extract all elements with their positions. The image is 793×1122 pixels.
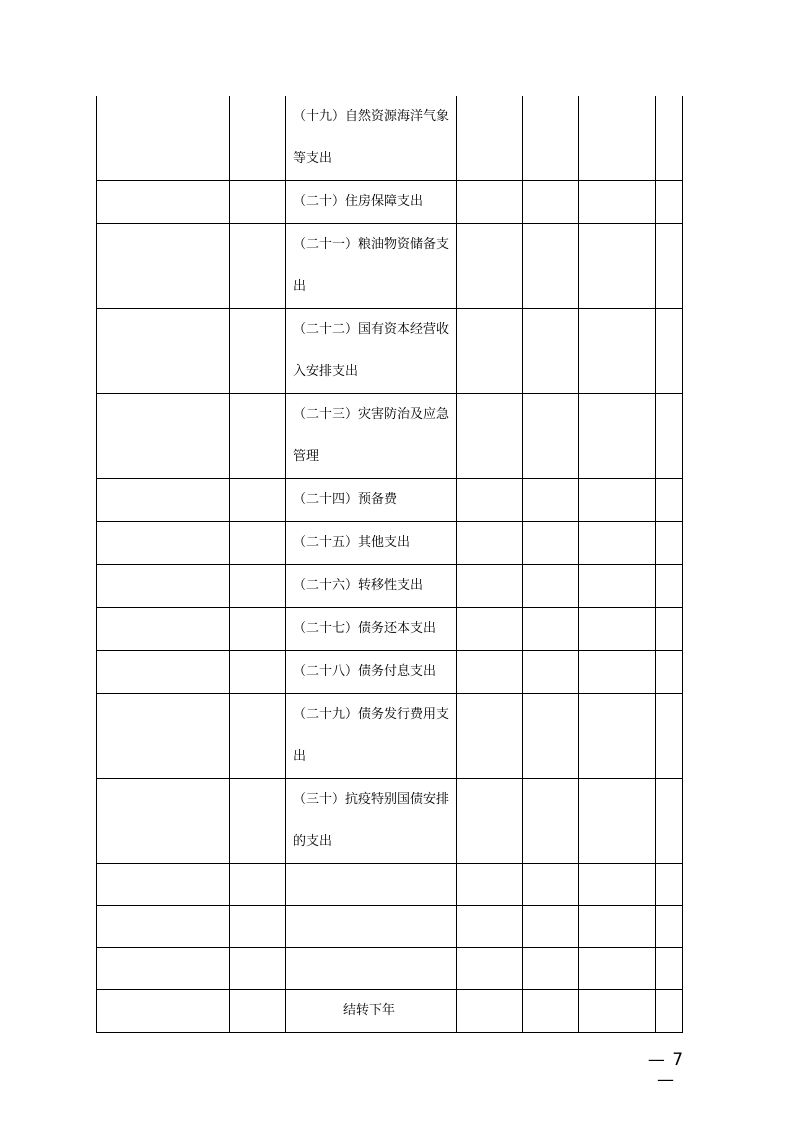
empty-cell (523, 181, 579, 224)
item-name-line: （二十七）债务还本支出 (293, 621, 437, 636)
item-name-cell (286, 990, 457, 1033)
empty-cell (230, 990, 286, 1033)
item-name-cell (286, 96, 457, 181)
item-name-cell (286, 181, 457, 224)
table-row (97, 608, 683, 651)
empty-cell (579, 96, 656, 181)
empty-cell (523, 694, 579, 779)
empty-cell (97, 990, 230, 1033)
empty-cell (230, 694, 286, 779)
empty-cell (230, 394, 286, 479)
item-name-cell (286, 906, 457, 948)
empty-cell (97, 181, 230, 224)
empty-cell (656, 990, 683, 1033)
empty-cell (97, 948, 230, 990)
empty-cell (457, 522, 523, 565)
item-name-line: 入安排支出 (293, 364, 359, 379)
item-name-line: 的支出 (293, 834, 333, 849)
empty-cell (230, 479, 286, 522)
empty-cell (656, 479, 683, 522)
empty-cell (457, 906, 523, 948)
item-name-line: （二十二）国有资本经营收 (293, 322, 450, 337)
item-name-cell (286, 779, 457, 864)
empty-cell (97, 694, 230, 779)
item-name-line: 出 (293, 279, 307, 294)
item-name-cell (286, 479, 457, 522)
empty-cell (579, 522, 656, 565)
item-name-line: （二十三）灾害防治及应急 (293, 407, 450, 422)
empty-cell (457, 394, 523, 479)
item-name-line: （二十一）粮油物资储备支 (293, 237, 450, 252)
empty-cell (97, 906, 230, 948)
empty-cell (579, 906, 656, 948)
empty-cell (230, 779, 286, 864)
empty-cell (579, 565, 656, 608)
item-name-line: （十九）自然资源海洋气象 (293, 109, 450, 124)
empty-cell (230, 864, 286, 906)
page-number: — 7 — (647, 1050, 685, 1090)
empty-cell (97, 479, 230, 522)
item-name-cell (286, 224, 457, 309)
empty-cell (656, 565, 683, 608)
table-row (97, 864, 683, 906)
empty-cell (457, 309, 523, 394)
empty-cell (230, 565, 286, 608)
empty-cell (523, 779, 579, 864)
item-name-line: 管理 (293, 449, 320, 464)
empty-cell (457, 651, 523, 694)
empty-cell (230, 309, 286, 394)
item-name-cell (286, 309, 457, 394)
empty-cell (656, 779, 683, 864)
empty-cell (656, 694, 683, 779)
empty-cell (656, 181, 683, 224)
budget-table (96, 96, 683, 1033)
empty-cell (230, 948, 286, 990)
item-name-line: （二十八）债务付息支出 (293, 664, 437, 679)
empty-cell (230, 906, 286, 948)
table-row (97, 651, 683, 694)
empty-cell (579, 990, 656, 1033)
empty-cell (97, 309, 230, 394)
table-row (97, 990, 683, 1033)
empty-cell (656, 608, 683, 651)
empty-cell (523, 565, 579, 608)
empty-cell (97, 224, 230, 309)
empty-cell (579, 694, 656, 779)
empty-cell (523, 479, 579, 522)
table-row (97, 948, 683, 990)
table-row (97, 906, 683, 948)
item-name-cell (286, 608, 457, 651)
empty-cell (579, 479, 656, 522)
empty-cell (230, 224, 286, 309)
empty-cell (523, 309, 579, 394)
empty-cell (230, 522, 286, 565)
empty-cell (457, 779, 523, 864)
empty-cell (656, 864, 683, 906)
empty-cell (457, 96, 523, 181)
item-name-line: 等支出 (293, 151, 333, 166)
empty-cell (579, 608, 656, 651)
item-name-cell (286, 522, 457, 565)
empty-cell (230, 651, 286, 694)
empty-cell (656, 906, 683, 948)
item-name-line: （二十）住房保障支出 (293, 194, 424, 209)
item-name-line: （二十五）其他支出 (293, 535, 411, 550)
item-name-line: 结转下年 (342, 1003, 395, 1018)
item-name-cell (286, 394, 457, 479)
item-name-cell (286, 864, 457, 906)
empty-cell (457, 479, 523, 522)
budget-table-body (97, 96, 683, 1033)
empty-cell (457, 181, 523, 224)
empty-cell (656, 96, 683, 181)
empty-cell (97, 522, 230, 565)
empty-cell (523, 608, 579, 651)
empty-cell (656, 651, 683, 694)
empty-cell (97, 779, 230, 864)
empty-cell (579, 309, 656, 394)
empty-cell (523, 651, 579, 694)
table-row (97, 522, 683, 565)
empty-cell (579, 181, 656, 224)
empty-cell (457, 608, 523, 651)
empty-cell (457, 864, 523, 906)
empty-cell (656, 309, 683, 394)
item-name-line: （二十六）转移性支出 (293, 578, 424, 593)
table-row (97, 181, 683, 224)
empty-cell (579, 948, 656, 990)
empty-cell (523, 224, 579, 309)
table-row (97, 224, 683, 309)
empty-cell (523, 522, 579, 565)
empty-cell (656, 224, 683, 309)
empty-cell (457, 565, 523, 608)
table-row (97, 309, 683, 394)
table-row (97, 779, 683, 864)
empty-cell (523, 96, 579, 181)
item-name-line: （二十四）预备费 (293, 492, 398, 507)
empty-cell (579, 224, 656, 309)
empty-cell (230, 96, 286, 181)
empty-cell (97, 608, 230, 651)
empty-cell (523, 906, 579, 948)
empty-cell (523, 948, 579, 990)
item-name-cell (286, 948, 457, 990)
item-name-cell (286, 651, 457, 694)
empty-cell (579, 779, 656, 864)
empty-cell (579, 651, 656, 694)
empty-cell (457, 694, 523, 779)
item-name-line: （三十）抗疫特别国债安排 (293, 792, 450, 807)
item-name-cell (286, 694, 457, 779)
empty-cell (523, 864, 579, 906)
empty-cell (457, 224, 523, 309)
table-row (97, 694, 683, 779)
empty-cell (656, 948, 683, 990)
empty-cell (97, 651, 230, 694)
empty-cell (656, 394, 683, 479)
table-row (97, 565, 683, 608)
empty-cell (97, 96, 230, 181)
empty-cell (579, 394, 656, 479)
empty-cell (230, 181, 286, 224)
empty-cell (656, 522, 683, 565)
empty-cell (97, 864, 230, 906)
table-row (97, 96, 683, 181)
table-row (97, 394, 683, 479)
empty-cell (97, 565, 230, 608)
item-name-cell (286, 565, 457, 608)
empty-cell (230, 608, 286, 651)
empty-cell (457, 948, 523, 990)
empty-cell (523, 990, 579, 1033)
empty-cell (523, 394, 579, 479)
item-name-line: 出 (293, 749, 307, 764)
empty-cell (579, 864, 656, 906)
empty-cell (97, 394, 230, 479)
table-row (97, 479, 683, 522)
item-name-line: （二十九）债务发行费用支 (293, 707, 450, 722)
empty-cell (457, 990, 523, 1033)
